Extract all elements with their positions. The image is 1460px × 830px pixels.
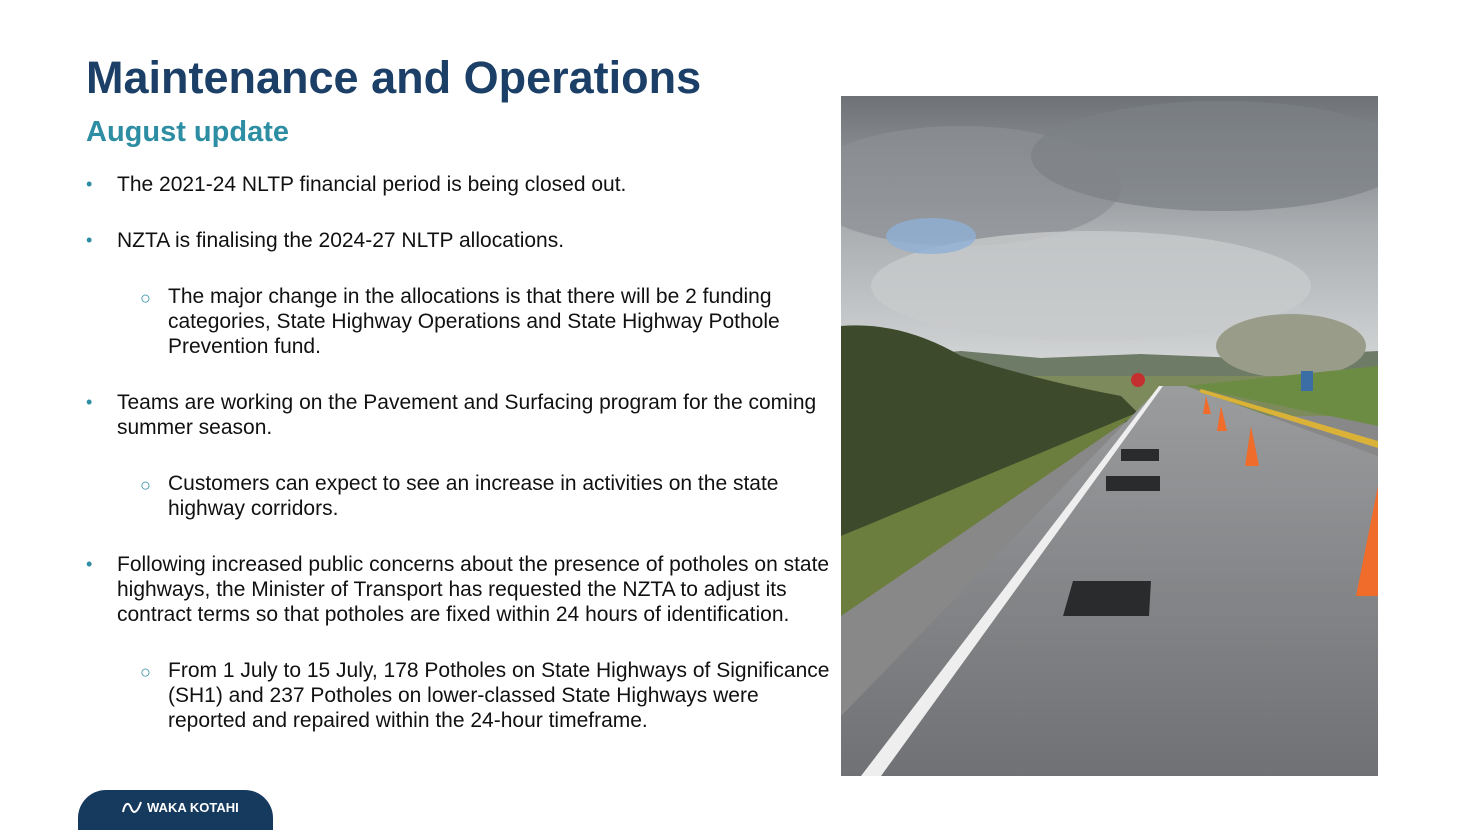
- slide-subtitle: August update: [86, 116, 289, 148]
- slide-title: Maintenance and Operations: [86, 52, 702, 103]
- bullet-text: From 1 July to 15 July, 178 Potholes on State Highways of Significance (SH1) and 237 Potholes on lower-classed State Highways were reported and repaired within the 24-hour timeframe.: [168, 659, 830, 732]
- bullet-text: Following increased public concerns about the presence of potholes on state highways, the Minister of Transport has requested the NZTA to adjust its contract terms so that potholes are fixed within 24 hours of identification.: [117, 553, 830, 626]
- bullet-marker: •: [86, 554, 93, 574]
- sub-bullet-marker: ○: [140, 662, 151, 682]
- road-photo-illustration: [841, 96, 1378, 776]
- sub-bullet-item: [86, 471, 836, 521]
- bullet-item: [86, 390, 836, 440]
- bullet-marker: •: [86, 392, 93, 412]
- logo-text: WAKA KOTAHI: [147, 799, 239, 815]
- sub-bullet-marker: ○: [140, 475, 151, 495]
- bullet-item: [86, 552, 836, 627]
- bullet-text: The 2021-24 NLTP financial period is being closed out.: [117, 173, 627, 196]
- sub-bullet-item: [86, 284, 836, 359]
- bullet-text: NZTA is finalising the 2024-27 NLTP allocations.: [117, 229, 565, 252]
- bullet-text: The major change in the allocations is that there will be 2 funding categories, State Highway Operations and State Highway Pothole Prevention fund.: [168, 285, 780, 358]
- bullet-marker: •: [86, 174, 93, 194]
- road-photo: [841, 96, 1378, 776]
- sub-bullet-marker: ○: [140, 288, 151, 308]
- bullet-item: [86, 228, 836, 253]
- waka-kotahi-logo: [121, 798, 239, 816]
- bullet-text: Teams are working on the Pavement and Surfacing program for the coming summer season.: [117, 391, 817, 439]
- bullet-list: [86, 172, 836, 733]
- sub-bullet-item: [86, 658, 836, 733]
- waka-kotahi-logo-icon: [121, 798, 143, 816]
- bullet-marker: •: [86, 230, 93, 250]
- bullet-item: [86, 172, 836, 197]
- bullet-text: Customers can expect to see an increase in activities on the state highway corridors.: [168, 472, 779, 520]
